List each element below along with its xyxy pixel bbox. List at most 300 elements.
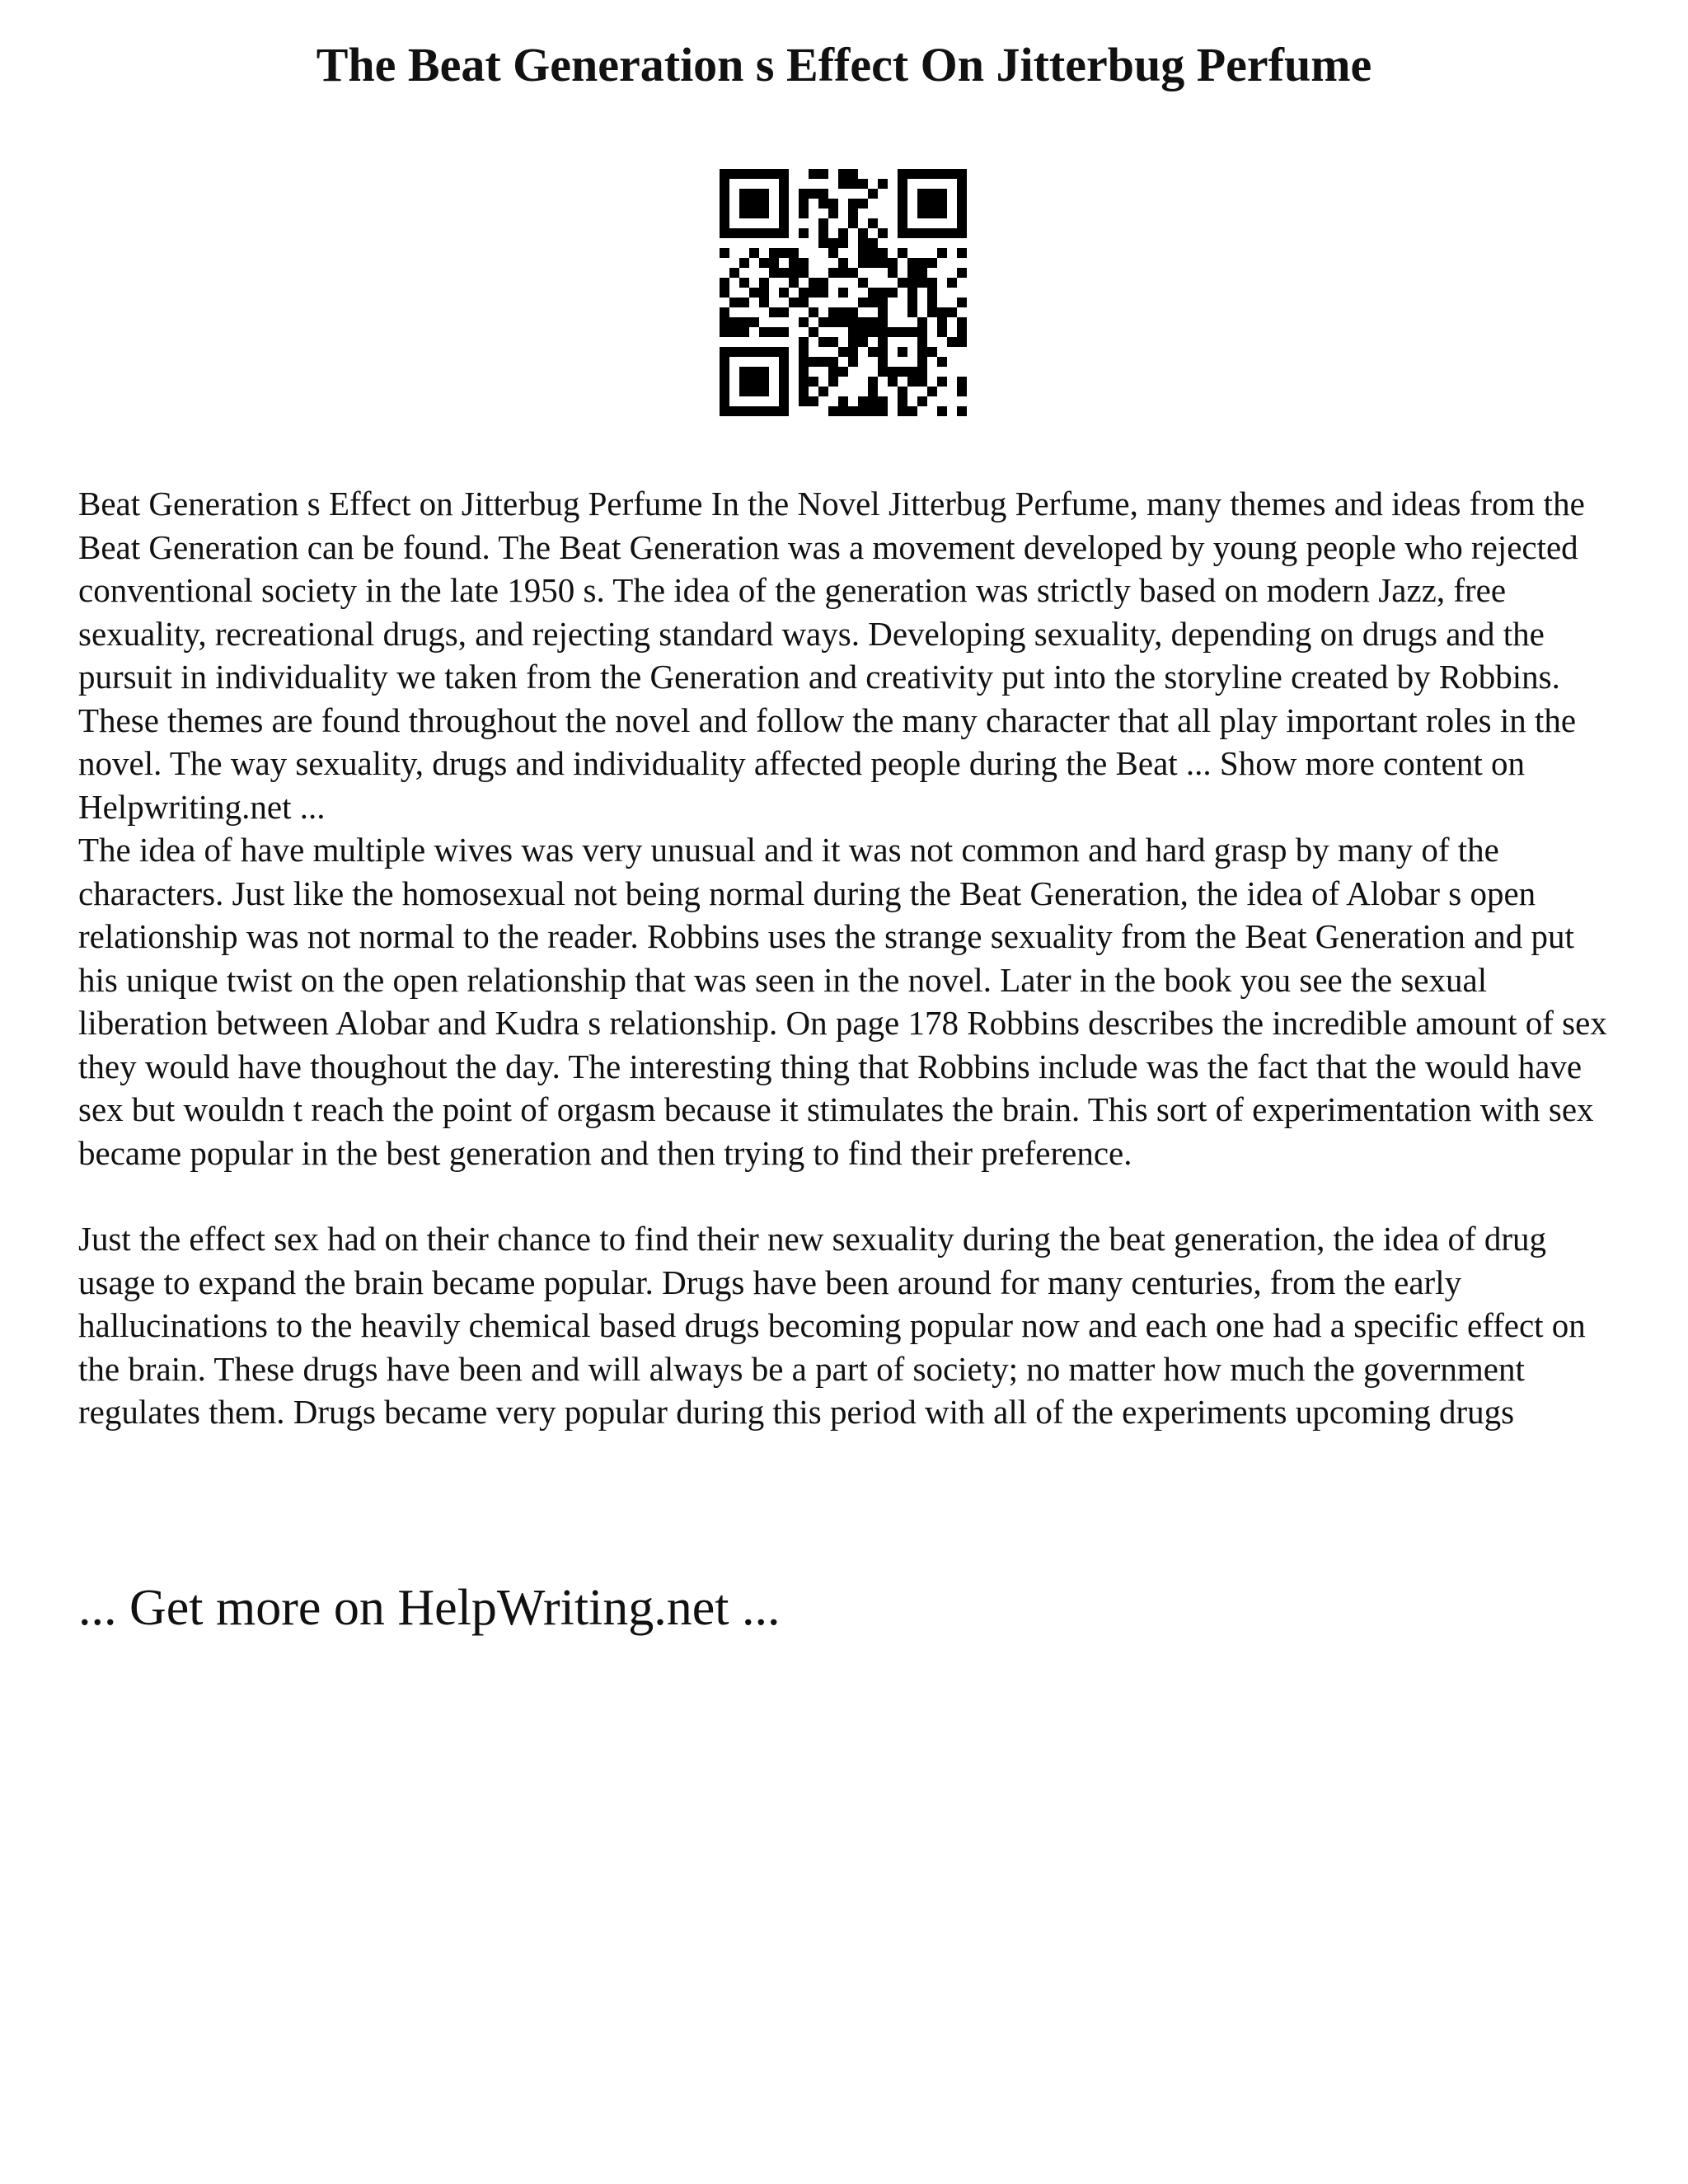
qr-module [799, 199, 809, 209]
qr-module [907, 288, 917, 298]
qr-module [729, 228, 739, 238]
qr-module [848, 327, 858, 337]
qr-module [749, 228, 759, 238]
qr-module [749, 248, 759, 258]
qr-module [957, 169, 967, 179]
qr-module [898, 387, 907, 396]
qr-module [739, 317, 749, 327]
qr-module [818, 278, 828, 288]
qr-module [957, 209, 967, 218]
qr-module [858, 199, 868, 209]
qr-module [799, 357, 809, 367]
qr-module [838, 179, 848, 189]
qr-module [858, 248, 868, 258]
qr-module [898, 278, 907, 288]
qr-module [779, 248, 789, 258]
qr-module [838, 396, 848, 406]
qr-module [947, 228, 957, 238]
qr-module [749, 406, 759, 416]
qr-module [799, 387, 809, 396]
qr-module [729, 347, 739, 357]
qr-module [828, 406, 838, 416]
qr-module [888, 327, 898, 337]
qr-module [917, 377, 927, 387]
qr-module [779, 327, 789, 337]
qr-module [917, 169, 927, 179]
qr-module [907, 327, 917, 337]
qr-module [917, 199, 927, 209]
qr-module [868, 248, 878, 258]
qr-module [828, 377, 838, 387]
qr-module [720, 179, 729, 189]
qr-module [720, 209, 729, 218]
qr-module [828, 337, 838, 347]
qr-module [848, 406, 858, 416]
qr-module [739, 377, 749, 387]
qr-module [838, 228, 848, 238]
qr-module [809, 278, 818, 288]
qr-module [720, 327, 729, 337]
qr-module [898, 406, 907, 416]
qr-module [917, 278, 927, 288]
qr-module [769, 228, 779, 238]
qr-module [898, 179, 907, 189]
qr-module [957, 337, 967, 347]
qr-module [729, 298, 739, 307]
qr-module [818, 337, 828, 347]
qr-module [759, 209, 769, 218]
qr-module [799, 298, 809, 307]
qr-module [858, 179, 868, 189]
qr-module [898, 209, 907, 218]
qr-module [799, 228, 809, 238]
qr-module [769, 268, 779, 278]
qr-module [799, 367, 809, 377]
qr-module [878, 258, 888, 268]
qr-module [878, 337, 888, 347]
qr-module [907, 169, 917, 179]
qr-module [957, 228, 967, 238]
qr-module [917, 258, 927, 268]
qr-module [759, 278, 769, 288]
qr-module [818, 199, 828, 209]
qr-module [848, 209, 858, 218]
qr-module [917, 317, 927, 327]
qr-module [917, 228, 927, 238]
qr-module [749, 317, 759, 327]
qr-module [878, 298, 888, 307]
qr-module [898, 248, 907, 258]
qr-module [769, 258, 779, 268]
qr-module [739, 169, 749, 179]
qr-module [838, 317, 848, 327]
qr-module [720, 387, 729, 396]
qr-module [838, 268, 848, 278]
document-title: The Beat Generation s Effect On Jitterbug Perfume [316, 38, 1372, 91]
qr-module [828, 199, 838, 209]
qr-module [858, 238, 868, 248]
qr-module [720, 218, 729, 228]
qr-module [838, 258, 848, 268]
qr-module [759, 298, 769, 307]
qr-module [858, 278, 868, 288]
qr-module [868, 327, 878, 337]
qr-module [907, 377, 917, 387]
qr-module [868, 347, 878, 357]
qr-module [799, 396, 809, 406]
qr-module [749, 288, 759, 298]
qr-module [720, 288, 729, 298]
qr-module [937, 189, 947, 199]
qr-module [878, 406, 888, 416]
qr-module [858, 337, 868, 347]
qr-module [898, 367, 907, 377]
qr-module [868, 317, 878, 327]
qr-module [957, 218, 967, 228]
qr-module [749, 347, 759, 357]
qr-module [888, 258, 898, 268]
qr-module [720, 169, 729, 179]
qr-module [878, 357, 888, 367]
qr-module [818, 357, 828, 367]
qr-module [898, 347, 907, 357]
qr-module [749, 169, 759, 179]
qr-module [828, 238, 838, 248]
qr-module [759, 189, 769, 199]
qr-module [789, 248, 799, 258]
qr-module [848, 199, 858, 209]
qr-module [927, 387, 937, 396]
qr-module [878, 179, 888, 189]
qr-module [927, 288, 937, 298]
qr-module [927, 278, 937, 288]
qr-module [729, 327, 739, 337]
qr-module [828, 357, 838, 367]
qr-module [759, 258, 769, 268]
qr-module [927, 189, 937, 199]
qr-module [927, 307, 937, 317]
qr-module [749, 367, 759, 377]
qr-module [957, 189, 967, 199]
qr-module [917, 357, 927, 367]
qr-module [789, 298, 799, 307]
qr-module [917, 189, 927, 199]
qr-module [907, 258, 917, 268]
qr-module [739, 298, 749, 307]
qr-module [749, 189, 759, 199]
qr-module [769, 327, 779, 337]
qr-module [917, 327, 927, 337]
qr-module [729, 406, 739, 416]
qr-module [878, 327, 888, 337]
qr-module [907, 307, 917, 317]
qr-module [818, 317, 828, 327]
qr-module [779, 228, 789, 238]
qr-module [898, 327, 907, 337]
qr-module [838, 288, 848, 298]
qr-module [957, 268, 967, 278]
qr-module [937, 248, 947, 258]
qr-module [739, 347, 749, 357]
qr-module [937, 377, 947, 387]
qr-module [799, 189, 809, 199]
qr-module [898, 228, 907, 238]
qr-module [858, 406, 868, 416]
qr-module [848, 337, 858, 347]
qr-module [917, 209, 927, 218]
qr-module [828, 248, 838, 258]
qr-module [720, 367, 729, 377]
qr-module [720, 377, 729, 387]
qr-module [907, 406, 917, 416]
qr-module [868, 387, 878, 396]
qr-module [878, 228, 888, 238]
qr-module [858, 228, 868, 238]
qr-module [739, 406, 749, 416]
qr-module [720, 406, 729, 416]
qr-module [818, 169, 828, 179]
qr-module [898, 189, 907, 199]
qr-module [779, 218, 789, 228]
qr-module [739, 367, 749, 377]
qr-module [937, 209, 947, 218]
qr-module [937, 327, 947, 337]
qr-module [868, 288, 878, 298]
qr-module [759, 367, 769, 377]
qr-module [947, 169, 957, 179]
qr-module [868, 218, 878, 228]
qr-module [720, 189, 729, 199]
qr-module [898, 396, 907, 406]
qr-module [957, 199, 967, 209]
qr-module [818, 387, 828, 396]
qr-module [907, 228, 917, 238]
paragraph: Just the effect sex had on their chance to find their new sexuality during the beat generation, the idea of drug usage to expand the brain became popular. Drugs have been around for many centuries, from the early hallucinations to the heavily chemical based drugs becoming popular now and each one had a specific effect on the brain. These drugs have been and will always be a part of society; no matter how much the government regulates them. Drugs became very popular during this period with all of the experiments upcoming drugs [78, 1220, 1586, 1431]
qr-module [888, 377, 898, 387]
qr-module [769, 169, 779, 179]
qr-module [878, 248, 888, 258]
qr-module [809, 377, 818, 387]
qr-module [848, 169, 858, 179]
qr-module [927, 228, 937, 238]
qr-module [759, 199, 769, 209]
qr-module [818, 228, 828, 238]
qr-module [720, 347, 729, 357]
qr-module [898, 169, 907, 179]
qr-module [888, 367, 898, 377]
qr-module [739, 258, 749, 268]
paragraph: The idea of have multiple wives was very unusual and it was not common and hard grasp by many of the characters. Just like the homosexual not being normal during the Beat Generation, the idea of Alobar s open relationship was not normal to the reader. Robbins uses the strange sexuality from the Beat Generation and put his unique twist on the open relationship that was seen in the novel. Later in the book you see the sexual liberation between Alobar and Kudra s relationship. On page 178 Robbins describes the incredible amount of sex they would have thoughout the day. The interesting thing that Robbins include was the fact that the would have sex but wouldn t reach the point of orgasm because it stimulates the brain. This sort of experimentation with sex became popular in the best generation and then trying to find their preference. [78, 831, 1607, 1172]
qr-module [848, 307, 858, 317]
qr-module [799, 317, 809, 327]
qr-module [838, 307, 848, 317]
qr-module [878, 288, 888, 298]
qr-module [957, 377, 967, 387]
qr-module [858, 258, 868, 268]
qr-module [779, 199, 789, 209]
qr-module [947, 278, 957, 288]
qr-module [898, 218, 907, 228]
qr-module [749, 199, 759, 209]
qr-module [779, 288, 789, 298]
qr-module [818, 288, 828, 298]
qr-module [769, 406, 779, 416]
qr-module [749, 209, 759, 218]
qr-module [779, 367, 789, 377]
qr-module [868, 377, 878, 387]
qr-module [720, 396, 729, 406]
qr-module [739, 189, 749, 199]
qr-module [907, 278, 917, 288]
qr-module [858, 396, 868, 406]
qr-module [898, 199, 907, 209]
qr-module [907, 268, 917, 278]
qr-module [720, 357, 729, 367]
qr-module [720, 228, 729, 238]
qr-module [868, 258, 878, 268]
qr-module [799, 377, 809, 387]
qr-module [809, 189, 818, 199]
qr-module [720, 278, 729, 288]
qr-module [957, 387, 967, 396]
qr-module [759, 169, 769, 179]
qr-module [937, 307, 947, 317]
get-more-link[interactable]: ... Get more on HelpWriting.net ... [78, 1580, 781, 1636]
qr-module [917, 268, 927, 278]
qr-module [917, 337, 927, 347]
qr-module [878, 396, 888, 406]
qr-module [838, 347, 848, 357]
qr-module [739, 387, 749, 396]
qr-module [809, 396, 818, 406]
qr-module [838, 367, 848, 377]
qr-module [848, 347, 858, 357]
qr-module [937, 317, 947, 327]
qr-module [769, 347, 779, 357]
qr-module [947, 307, 957, 317]
qr-module [917, 347, 927, 357]
qr-module [868, 406, 878, 416]
qr-module [779, 268, 789, 278]
qr-module [868, 189, 878, 199]
qr-module [878, 347, 888, 357]
qr-module [769, 307, 779, 317]
qr-module [759, 347, 769, 357]
qr-module [927, 347, 937, 357]
qr-module [838, 169, 848, 179]
qr-module [818, 238, 828, 248]
qr-module [739, 327, 749, 337]
qr-module [957, 248, 967, 258]
qr-module [789, 278, 799, 288]
qr-module [848, 357, 858, 367]
qr-module [937, 357, 947, 367]
qr-module [927, 169, 937, 179]
qr-module [828, 307, 838, 317]
qr-module [927, 258, 937, 268]
qr-module [779, 396, 789, 406]
qr-module [828, 268, 838, 278]
qr-module [739, 278, 749, 288]
qr-module [878, 307, 888, 317]
qr-module [809, 307, 818, 317]
qr-module [789, 258, 799, 268]
qr-module [759, 406, 769, 416]
qr-module [779, 209, 789, 218]
qr-module [720, 199, 729, 209]
qr-module [729, 169, 739, 179]
qr-module [878, 317, 888, 327]
qr-module [907, 298, 917, 307]
qr-module [729, 268, 739, 278]
qr-module [739, 209, 749, 218]
qr-module [809, 327, 818, 337]
qr-module [937, 199, 947, 209]
qr-module [809, 288, 818, 298]
qr-module [888, 288, 898, 298]
qr-module [868, 396, 878, 406]
qr-module [868, 298, 878, 307]
qr-module [799, 209, 809, 218]
qr-module [779, 169, 789, 179]
qr-module [779, 189, 789, 199]
qr-module [720, 248, 729, 258]
qr-module [720, 317, 729, 327]
document-body [78, 482, 1620, 1434]
qr-module [828, 317, 838, 327]
qr-module [937, 406, 947, 416]
qr-module [957, 406, 967, 416]
qr-module [838, 238, 848, 248]
qr-module [937, 169, 947, 179]
qr-code-icon [720, 169, 967, 416]
qr-module [799, 347, 809, 357]
qr-module [759, 387, 769, 396]
qr-module [799, 258, 809, 268]
qr-module [927, 209, 937, 218]
qr-module [858, 327, 868, 337]
qr-module [749, 387, 759, 396]
qr-module [937, 228, 947, 238]
qr-module [739, 199, 749, 209]
qr-module [779, 179, 789, 189]
qr-module [818, 218, 828, 228]
qr-module [799, 337, 809, 347]
qr-module [828, 367, 838, 377]
qr-module [729, 317, 739, 327]
qr-module [917, 367, 927, 377]
qr-module [818, 189, 828, 199]
qr-module [848, 317, 858, 327]
qr-module [779, 406, 789, 416]
qr-module [858, 298, 868, 307]
qr-module [779, 307, 789, 317]
qr-module [907, 367, 917, 377]
qr-module [927, 199, 937, 209]
qr-module [799, 288, 809, 298]
qr-module [848, 268, 858, 278]
qr-module [947, 337, 957, 347]
qr-module [828, 209, 838, 218]
qr-module [779, 387, 789, 396]
qr-module [957, 327, 967, 337]
qr-module [720, 307, 729, 317]
qr-module [769, 248, 779, 258]
qr-module [799, 268, 809, 278]
qr-module [858, 317, 868, 327]
qr-module [957, 317, 967, 327]
qr-module [809, 169, 818, 179]
